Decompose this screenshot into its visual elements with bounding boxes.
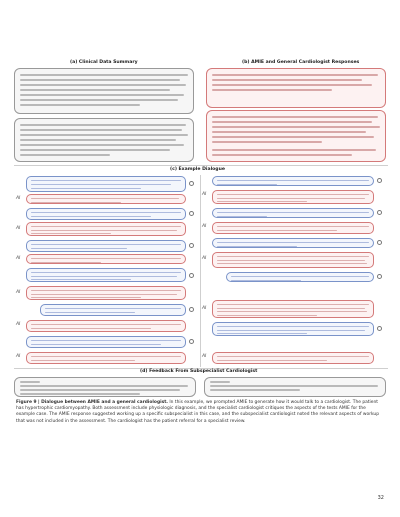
patient-icon bbox=[377, 178, 382, 183]
dialogue-message bbox=[212, 208, 374, 218]
speaker-label: AI bbox=[202, 256, 207, 261]
dialogue-message bbox=[212, 176, 374, 186]
dialogue-message bbox=[26, 286, 186, 300]
panel-c-title: (c) Example Dialogue bbox=[170, 167, 225, 172]
dialogue-message bbox=[212, 300, 374, 318]
patient-icon bbox=[189, 181, 194, 186]
amie-response-box bbox=[206, 110, 386, 162]
speaker-label: AI bbox=[202, 306, 207, 311]
dialogue-message bbox=[212, 238, 374, 248]
speaker-label: AI bbox=[202, 354, 207, 359]
patient-icon bbox=[189, 211, 194, 216]
dialogue-message bbox=[26, 352, 186, 364]
dialogue-message bbox=[26, 268, 186, 282]
panel-d-title: (d) Feedback From Subspecialist Cardiologist bbox=[140, 369, 258, 374]
figure-caption bbox=[16, 400, 386, 425]
patient-icon bbox=[189, 243, 194, 248]
patient-icon bbox=[377, 210, 382, 215]
dialogue-message bbox=[26, 254, 186, 264]
caption-text: In this example, we prompted AMIE to generate how it would talk to a cardiologist. The patient has hypertrophic cardiomyopathy. Both assessment include physiologic diagnosis, and the specialist cardiologist critiques the aspects of the tests AMIE for the example case. The AMIE response suggested working up a specific subspecialist in this case, and the subspecialist cardiologist noted the relevant aspects of workup that was not included in the assessment. The cardiologist has the patient referral for a specialist review. bbox=[16, 400, 379, 424]
patient-icon bbox=[189, 339, 194, 344]
speaker-label: AI bbox=[202, 224, 207, 229]
clinical-summary-box-1 bbox=[14, 68, 194, 114]
dialogue-message bbox=[212, 352, 374, 364]
general-cardiologist-response-box bbox=[206, 68, 386, 108]
dialogue-message bbox=[212, 222, 374, 234]
dialogue-message bbox=[212, 252, 374, 268]
dialogue-message bbox=[26, 176, 186, 192]
panel-b-title: (b) AMIE and General Cardiologist Responses bbox=[242, 60, 360, 65]
speaker-label: AI bbox=[16, 322, 21, 327]
dialogue-message bbox=[212, 322, 374, 336]
dialogue-message bbox=[26, 240, 186, 252]
page-number: 32 bbox=[377, 495, 384, 501]
speaker-label: AI bbox=[16, 290, 21, 295]
dialogue-message bbox=[26, 336, 186, 348]
speaker-label: AI bbox=[16, 354, 21, 359]
patient-icon bbox=[377, 240, 382, 245]
speaker-label: AI bbox=[16, 256, 21, 261]
panel-a-title: (a) Clinical Data Summary bbox=[70, 60, 138, 65]
caption-label: Figure 9 | Dialogue between AMIE and a general cardiologist. bbox=[16, 400, 168, 405]
patient-icon bbox=[189, 273, 194, 278]
patient-icon bbox=[189, 307, 194, 312]
speaker-label: AI bbox=[16, 196, 21, 201]
dialogue-message bbox=[226, 272, 374, 282]
patient-icon bbox=[377, 326, 382, 331]
dialogue-message bbox=[26, 222, 186, 236]
dialogue-message bbox=[26, 320, 186, 332]
dialogue-message bbox=[26, 208, 186, 220]
dialogue-message bbox=[40, 304, 186, 316]
feedback-box-left bbox=[14, 377, 196, 397]
feedback-box-right bbox=[204, 377, 386, 397]
speaker-label: AI bbox=[16, 226, 21, 231]
speaker-label: AI bbox=[202, 192, 207, 197]
panel-divider-top bbox=[14, 165, 388, 166]
dialogue-column-divider bbox=[200, 175, 201, 367]
clinical-summary-box-2 bbox=[14, 118, 194, 162]
dialogue-message bbox=[212, 190, 374, 204]
dialogue-message bbox=[26, 194, 186, 204]
patient-icon bbox=[377, 274, 382, 279]
